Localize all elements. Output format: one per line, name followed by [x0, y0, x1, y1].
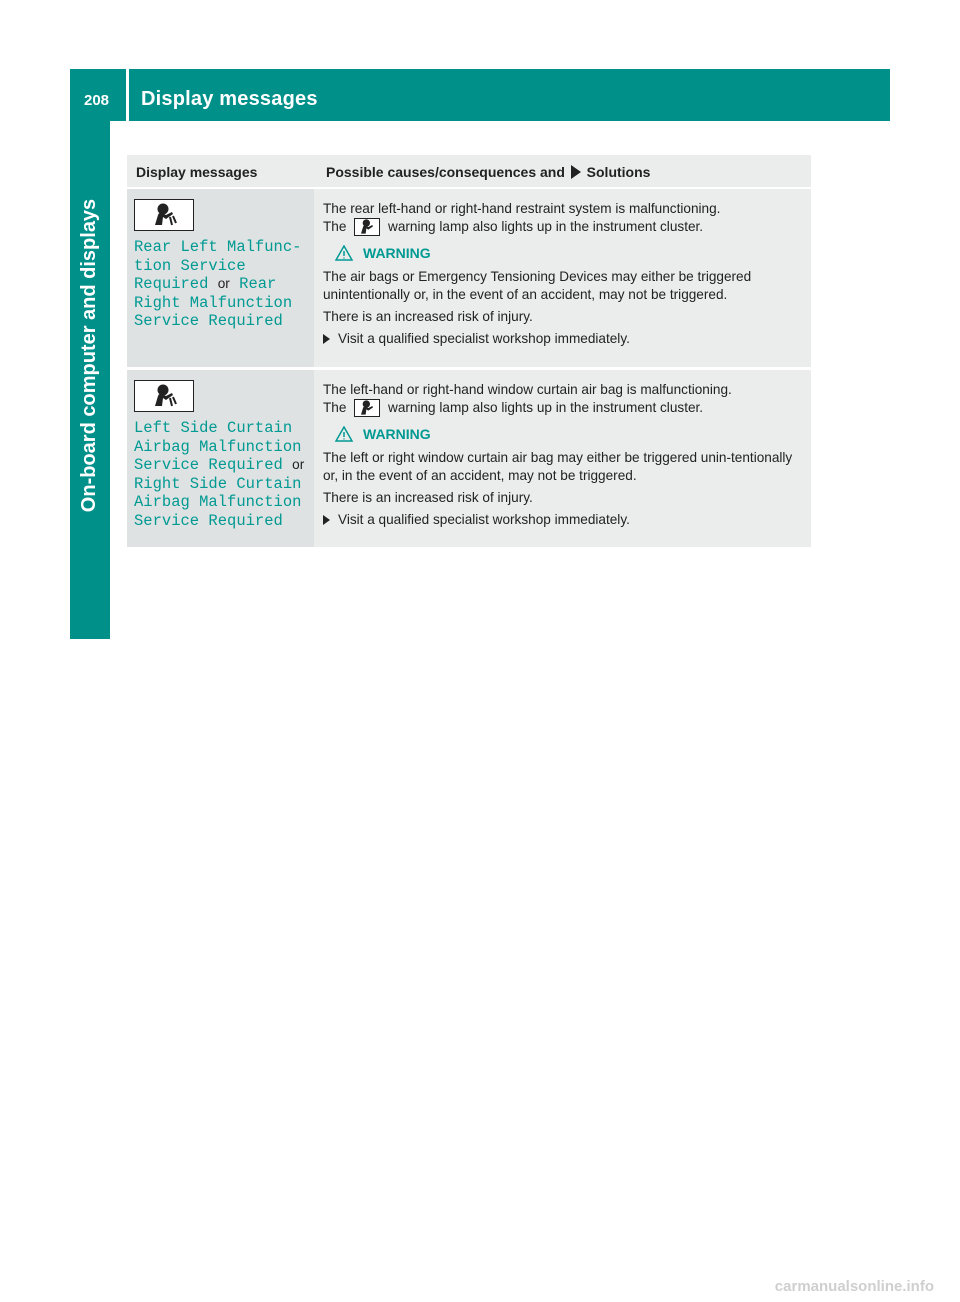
col-header-causes	[314, 155, 811, 187]
cause-line-suffix: warning lamp also lights up in the instrument cluster.	[388, 400, 704, 415]
table-row	[127, 370, 811, 550]
display-message-text	[134, 419, 314, 530]
section-side-label: On-board computer and displays	[78, 198, 101, 512]
step-text: Visit a qualified specialist workshop immediately.	[338, 331, 630, 346]
display-message-text	[134, 238, 314, 331]
message-part-1: Left Side Curtain Airbag Malfunction Service Required	[134, 419, 302, 474]
solution-step	[323, 511, 803, 529]
table-row	[127, 189, 811, 370]
page-number: 208	[84, 92, 110, 109]
cause-text	[323, 381, 803, 417]
display-messages-table	[127, 155, 811, 550]
or-label: or	[292, 457, 305, 472]
page-header	[70, 69, 890, 121]
watermark: carmanualsonline.info	[774, 1278, 934, 1295]
airbag-warning-lamp-icon	[354, 399, 380, 417]
message-part-2: Rear Right Malfunction Service Required	[134, 275, 293, 330]
message-part-1: Rear Left Malfunc‐ tion Service Required	[134, 238, 302, 293]
airbag-warning-lamp-icon	[354, 218, 380, 236]
warning-text: The left or right window curtain air bag may either be triggered unin‐tentionally or, in the event of an accident, may not be triggered.	[323, 450, 793, 483]
col-header-solutions-text: Solutions	[586, 164, 651, 180]
cause-line: The left-hand or right-hand window curtain air bag is malfunctioning.	[323, 382, 732, 397]
risk-text: There is an increased risk of injury.	[323, 309, 533, 324]
step-text: Visit a qualified specialist workshop immediately.	[338, 512, 630, 527]
warning-text: The air bags or Emergency Tensioning Devices may either be triggered unintentionally or, in the event of an accident, may not be triggered.	[323, 269, 752, 302]
page-title: Display messages	[141, 88, 318, 110]
causes-cell	[314, 189, 811, 367]
col-header-causes-text: Possible causes/consequences and	[326, 164, 565, 180]
step-arrow-icon	[323, 515, 330, 525]
col-header-display-messages: Display messages	[136, 164, 258, 180]
warning-heading	[335, 244, 803, 262]
warning-triangle-icon	[335, 426, 353, 442]
warning-label: WARNING	[363, 245, 431, 261]
step-arrow-icon	[323, 334, 330, 344]
causes-cell	[314, 370, 811, 547]
section-side-tab	[70, 121, 110, 639]
solution-arrow-icon	[571, 165, 581, 179]
warning-heading	[335, 425, 803, 443]
table-header-row	[127, 155, 811, 189]
warning-label: WARNING	[363, 426, 431, 442]
cause-line-prefix: The	[323, 219, 347, 234]
cause-line: The rear left-hand or right-hand restraint system is malfunctioning.	[323, 201, 721, 216]
airbag-warning-icon	[134, 380, 194, 412]
cause-line-prefix: The	[323, 400, 347, 415]
cause-line-suffix: warning lamp also lights up in the instrument cluster.	[388, 219, 704, 234]
airbag-warning-icon	[134, 199, 194, 231]
header-divider	[126, 69, 129, 121]
display-message-cell	[127, 370, 314, 547]
risk-text: There is an increased risk of injury.	[323, 490, 533, 505]
or-label: or	[217, 276, 230, 291]
message-part-2: Right Side Curtain Airbag Malfunction Service Required	[134, 474, 302, 530]
cause-text	[323, 200, 803, 236]
display-message-cell	[127, 189, 314, 367]
warning-triangle-icon	[335, 245, 353, 261]
solution-step	[323, 330, 803, 348]
